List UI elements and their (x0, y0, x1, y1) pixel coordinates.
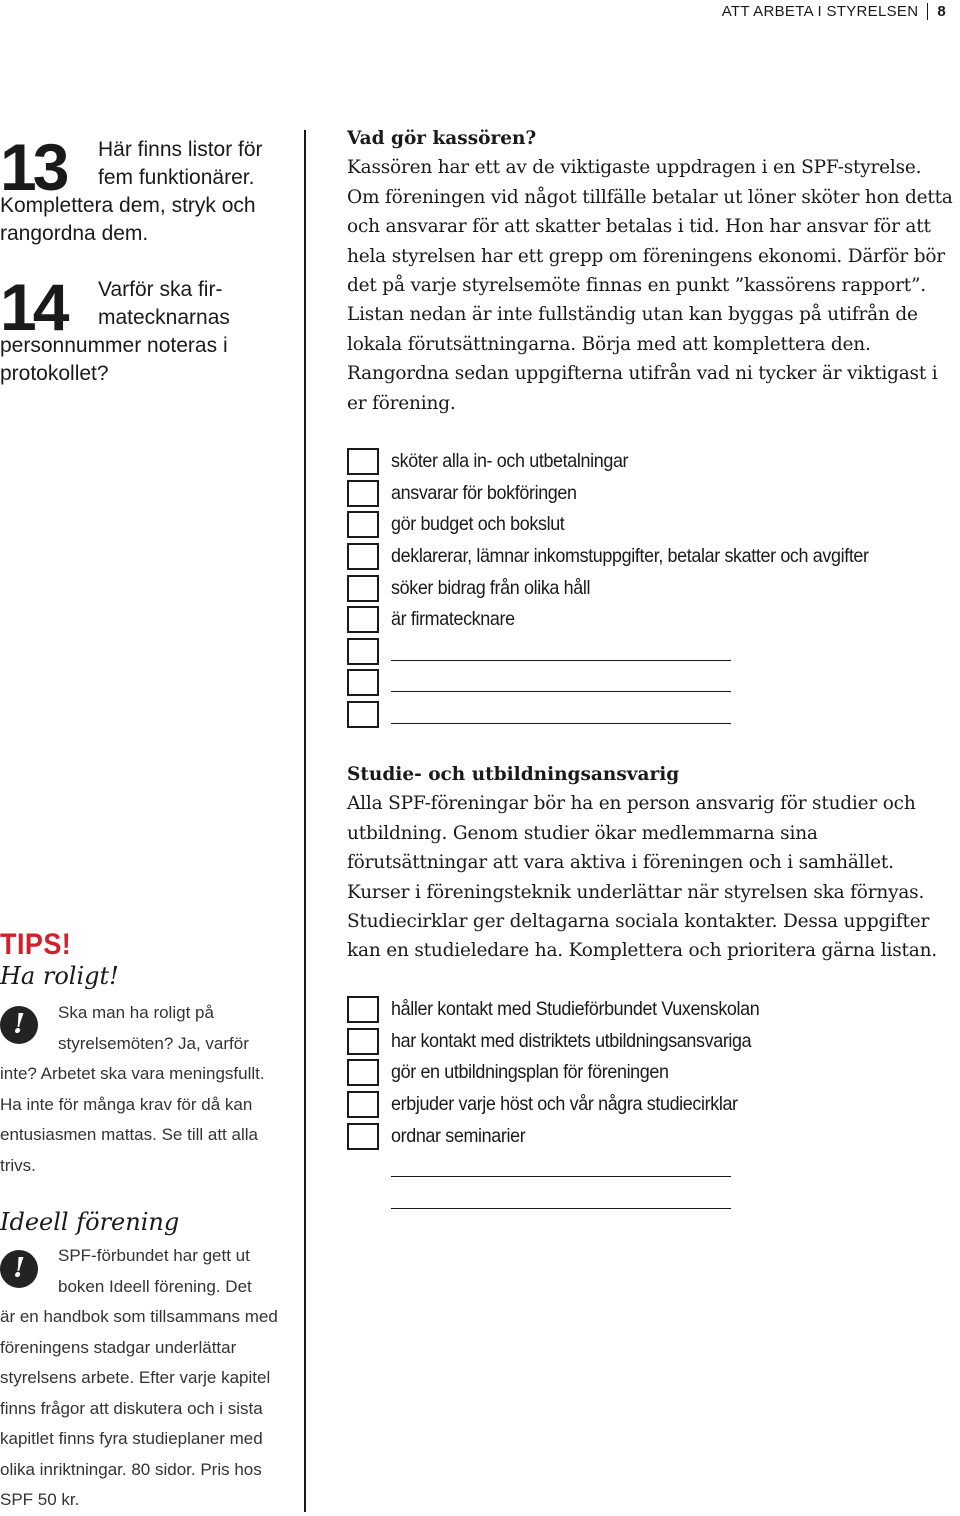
section-title: ATT ARBETA I STYRELSEN (721, 2, 919, 20)
fill-in-line[interactable] (391, 1158, 731, 1177)
checklist-label: håller kontakt med Studieförbundet Vuxenskolan (391, 998, 760, 1021)
checklist-blank-item[interactable] (347, 667, 910, 699)
treasurer-checklist (347, 446, 910, 730)
question-13 (0, 130, 270, 248)
checkbox[interactable] (347, 669, 379, 696)
question-13-line1: Här finns listor för (98, 138, 263, 161)
checkbox[interactable] (347, 1123, 379, 1150)
checklist-item[interactable] (347, 1057, 791, 1089)
checklist-label: är firmatecknare (391, 608, 515, 631)
running-header (722, 0, 946, 22)
question-14-rest: personnummer noteras i protokollet? (0, 334, 228, 385)
checklist-blank-item[interactable] (347, 636, 910, 668)
checklist-item[interactable] (347, 478, 910, 510)
question-14 (0, 270, 270, 388)
checklist-item[interactable] (347, 446, 910, 478)
ideal-tip-body: är en handbok som tillsammans med föreningens stadgar underlättar styrelsens arbete. Efter varje kapitel finns frågor att diskutera och i sista kapitlet finns fyra studieplaner med olika inriktningar. 80 sidor. Pris hos SPF 50 kr. (0, 1307, 278, 1509)
checklist-label: ordnar seminarier (391, 1124, 526, 1147)
checkbox[interactable] (347, 575, 379, 602)
fun-heading: Ha roligt! (0, 962, 119, 990)
treasurer-heading: Vad gör kassören? (347, 128, 537, 149)
fun-tip-body: inte? Arbetet ska vara meningsfullt. Ha inte för många krav för då kan entusiasmen mattas. Se till att alla trivs. (0, 1064, 265, 1175)
checklist-label: deklarerar, lämnar inkomstuppgifter, betalar skatter och avgifter (391, 545, 869, 568)
study-body: Alla SPF-föreningar bör ha en person ansvarig för studier och utbildning. Genom studier ökar medlemmarna sina förutsättningar att vara aktiva i föreningen och i samhället. Kurser i föreningsteknik underlättar när styrelsen ska förnyas. Studiecirklar ger deltagarna sociala kontakter. Dessa uppgifter kan en studieledare ha. Komplettera och prioritera gärna listan. (347, 793, 937, 962)
ideal-tip (0, 1241, 280, 1516)
checkbox[interactable] (347, 606, 379, 633)
checklist-label: sköter alla in- och utbetalningar (391, 450, 629, 473)
checkbox[interactable] (347, 1091, 379, 1118)
fun-tip (0, 998, 280, 1181)
checkbox[interactable] (347, 480, 379, 507)
checklist-item[interactable] (347, 1089, 791, 1121)
question-14-line1: Varför ska fir- (98, 278, 223, 301)
question-13-line2: fem funktionärer. (98, 166, 255, 189)
checkbox[interactable] (347, 511, 379, 538)
fill-in-line[interactable] (391, 705, 731, 724)
study-section (347, 760, 959, 966)
checkbox[interactable] (347, 701, 379, 728)
fill-in-line[interactable] (391, 1190, 731, 1209)
checklist-item[interactable] (347, 572, 910, 604)
treasurer-section (347, 124, 957, 418)
ideal-tip-first: SPF-förbundet har gett ut boken Ideell förening. Det (58, 1246, 252, 1296)
ideal-heading: Ideell förening (0, 1208, 180, 1236)
exclamation-icon: ! (0, 1006, 38, 1044)
checkbox[interactable] (347, 996, 379, 1023)
question-number-14: 14 (0, 270, 66, 344)
fill-in-row[interactable] (347, 1152, 791, 1184)
treasurer-body: Kassören har ett av de viktigaste uppdragen i en SPF-styrelse. Om föreningen vid något tillfälle betalar ut löner sköter hon detta och ansvarar för att skatter betalas i tid. Hon har ansvar för att hela styrelsen har ett grepp om föreningens ekonomi. Därför bör det på varje styrelsemöte finnas en punkt ”kassörens rapport”. Listan nedan är inte fullständig utan kan byggas på utifrån de lokala förutsättningarna. Börja med att komplettera den. Rangordna sedan uppgifterna utifrån vad ni tycker är viktigast i er förening. (347, 157, 953, 414)
checklist-item[interactable] (347, 604, 910, 636)
checklist-item[interactable] (347, 541, 910, 573)
question-13-rest: Komplettera dem, stryk och rangordna dem. (0, 194, 256, 245)
column-divider (304, 130, 306, 1512)
page-number: 8 (937, 2, 946, 20)
header-divider (927, 3, 928, 20)
checklist-label: har kontakt med distriktets utbildningsansvariga (391, 1029, 752, 1052)
checkbox[interactable] (347, 1059, 379, 1086)
fill-in-row[interactable] (347, 1184, 791, 1216)
checkbox[interactable] (347, 543, 379, 570)
fill-in-line[interactable] (391, 673, 731, 692)
tips-title: TIPS! (0, 928, 72, 961)
study-heading: Studie- och utbildningsansvarig (347, 764, 680, 785)
checklist-item[interactable] (347, 1026, 791, 1058)
checklist-item[interactable] (347, 1120, 791, 1152)
checkbox[interactable] (347, 638, 379, 665)
checklist-blank-item[interactable] (347, 699, 910, 731)
checklist-label: gör en utbildningsplan för föreningen (391, 1061, 669, 1084)
checklist-item[interactable] (347, 994, 791, 1026)
exclamation-icon: ! (0, 1250, 38, 1288)
checklist-label: gör budget och bokslut (391, 513, 565, 536)
checklist-label: erbjuder varje höst och vår några studiecirklar (391, 1093, 738, 1116)
fun-tip-first: Ska man ha roligt på styrelsemöten? Ja, varför (58, 1003, 249, 1053)
checkbox[interactable] (347, 1028, 379, 1055)
checklist-item[interactable] (347, 509, 910, 541)
question-number-13: 13 (0, 130, 66, 204)
question-14-line2: matecknarnas (98, 306, 230, 329)
study-checklist (347, 994, 791, 1215)
fill-in-line[interactable] (391, 642, 731, 661)
checklist-label: söker bidrag från olika håll (391, 576, 591, 599)
checkbox[interactable] (347, 448, 379, 475)
checklist-label: ansvarar för bokföringen (391, 481, 577, 504)
